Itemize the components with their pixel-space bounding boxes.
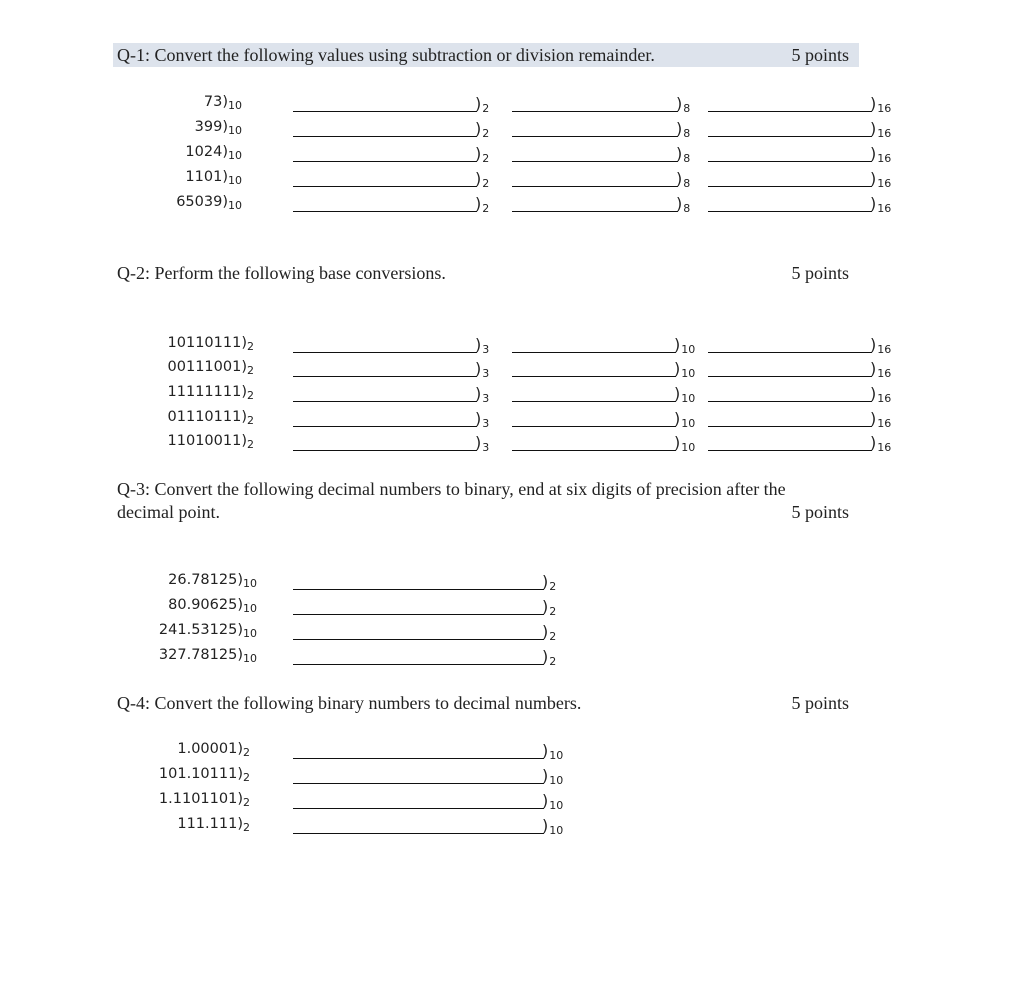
q3-row-4-answer-base2-base-label — [542, 647, 556, 666]
q2-row-5-answer-base16-base-label — [870, 433, 891, 452]
q2-row-2-answer-base16-paren: ) — [870, 359, 877, 378]
q2-row-1-answer-base10[interactable] — [512, 352, 676, 353]
q2-row-2-value-base: 2 — [247, 364, 254, 377]
q2-row-4-answer-base10-paren: ) — [674, 409, 681, 428]
q1-row-2-answer-base16-base-label — [870, 119, 891, 138]
q1-row-5-answer-base8-base-label — [676, 194, 690, 213]
q2-row-4-answer-base3-sub: 3 — [482, 417, 490, 430]
q2-row-4-value-paren: ) — [241, 409, 247, 425]
q1-row-4-answer-base2-base-label — [475, 169, 489, 188]
q1-row-3-value-paren: ) — [222, 144, 228, 160]
q1-row-5-answer-base8-paren: ) — [676, 194, 683, 213]
q2-row-5-answer-base3-paren: ) — [475, 433, 482, 452]
q1-row-5-answer-base2-base-label — [475, 194, 489, 213]
q1-row-5-answer-base8-sub: 8 — [683, 202, 691, 215]
q2-row-2-answer-base16-base-label — [870, 359, 891, 378]
q3-row-1-answer-base2-sub: 2 — [549, 580, 557, 593]
q4-row-3-value — [159, 791, 250, 807]
q2-row-5-answer-base3[interactable] — [293, 450, 477, 451]
q4-points: 5 points — [791, 693, 849, 713]
q4-row-3-answer-base10-base-label — [542, 791, 563, 810]
q2-row-2-answer-base10[interactable] — [512, 376, 676, 377]
q2-row-3-answer-base3-paren: ) — [475, 384, 482, 403]
q4-row-3-answer-base10[interactable] — [293, 808, 544, 809]
q4-row-2-answer-base10-paren: ) — [542, 766, 549, 785]
q2-row-3-answer-base16-paren: ) — [870, 384, 877, 403]
q3-row-2-answer-base2-base-label — [542, 597, 556, 616]
q2-row-5-answer-base16-paren: ) — [870, 433, 877, 452]
q1-row-3-answer-base2[interactable] — [293, 161, 477, 162]
q1-row-2-answer-base16-paren: ) — [870, 119, 877, 138]
q1-row-1-answer-base16-base-label — [870, 94, 891, 113]
q4-row-1-answer-base10-base-label — [542, 741, 563, 760]
q4-row-4-answer-base10-paren: ) — [542, 816, 549, 835]
q4-row-4-answer-base10-base-label — [542, 816, 563, 835]
q2-row-1-value-text: 10110111 — [167, 335, 242, 351]
q1-row-1-answer-base16-paren: ) — [870, 94, 877, 113]
q1-points: 5 points — [791, 45, 849, 65]
q3-row-3-answer-base2-sub: 2 — [549, 630, 557, 643]
q1-row-4-value-paren: ) — [222, 169, 228, 185]
q2-row-4-answer-base10[interactable] — [512, 426, 676, 427]
q2-row-5-answer-base16-sub: 16 — [877, 441, 892, 454]
q1-row-5-answer-base16-base-label — [870, 194, 891, 213]
q2-row-2-answer-base10-base-label — [674, 359, 695, 378]
q1-row-2-answer-base8-paren: ) — [676, 119, 683, 138]
q2-row-2-answer-base10-sub: 10 — [681, 367, 696, 380]
q1-row-3-answer-base2-paren: ) — [475, 144, 482, 163]
q1-row-5-answer-base2[interactable] — [293, 211, 477, 212]
q2-row-2-value-paren: ) — [241, 359, 247, 375]
q2-row-1-value-base: 2 — [247, 340, 254, 353]
q4-title: Q-4: Convert the following binary numbers to decimal numbers. — [117, 693, 582, 713]
q3-row-3-value-base: 10 — [243, 627, 257, 640]
q1-row-3-answer-base8[interactable] — [512, 161, 678, 162]
q1-row-3-value-text: 1024 — [185, 144, 223, 160]
q2-row-4-answer-base16[interactable] — [708, 426, 872, 427]
q2-row-1-answer-base3-base-label — [475, 335, 489, 354]
q1-row-2-answer-base8-base-label — [676, 119, 690, 138]
q1-row-3-answer-base8-base-label — [676, 144, 690, 163]
q1-row-5-answer-base16-paren: ) — [870, 194, 877, 213]
q1-row-1-answer-base8-paren: ) — [676, 94, 683, 113]
q3-row-3-answer-base2-base-label — [542, 622, 556, 641]
q2-row-3-answer-base10-sub: 10 — [681, 392, 696, 405]
q1-row-3-answer-base16-sub: 16 — [877, 152, 892, 165]
q1-row-3-value — [185, 144, 242, 160]
q1-row-4-answer-base16-paren: ) — [870, 169, 877, 188]
q2-row-3-answer-base10-paren: ) — [674, 384, 681, 403]
q2-row-5-answer-base16[interactable] — [708, 450, 872, 451]
q3-row-2-value-paren: ) — [237, 597, 243, 613]
q2-row-5-answer-base10-base-label — [674, 433, 695, 452]
q1-row-5-answer-base16[interactable] — [708, 211, 872, 212]
q3-row-4-answer-base2-paren: ) — [542, 647, 549, 666]
q1-row-3-answer-base8-paren: ) — [676, 144, 683, 163]
q1-row-4-answer-base2-sub: 2 — [482, 177, 490, 190]
q4-row-1-value-text: 1.00001 — [177, 741, 238, 757]
q3-row-1-value-paren: ) — [237, 572, 243, 588]
q1-row-4-value — [185, 169, 242, 185]
q3-row-2-value — [168, 597, 257, 613]
q1-row-4-value-text: 1101 — [185, 169, 223, 185]
q2-row-5-value-text: 11010011 — [167, 433, 242, 449]
q3-row-1-answer-base2-paren: ) — [542, 572, 549, 591]
q2-row-1-answer-base16-sub: 16 — [877, 343, 892, 356]
q1-row-2-answer-base2-paren: ) — [475, 119, 482, 138]
q4-row-4-answer-base10[interactable] — [293, 833, 544, 834]
q2-row-5-answer-base10-sub: 10 — [681, 441, 696, 454]
q1-row-1-answer-base8[interactable] — [512, 111, 678, 112]
q2-row-3-answer-base10-base-label — [674, 384, 695, 403]
q2-row-3-answer-base3[interactable] — [293, 401, 477, 402]
q3-row-4-value — [159, 647, 257, 663]
q2-row-1-value — [168, 335, 254, 351]
q1-row-4-value-base: 10 — [228, 174, 242, 187]
q4-row-4-value-base: 2 — [243, 821, 250, 834]
q2-row-2-value — [168, 359, 254, 375]
q3-title-line1: Q-3: Convert the following decimal numbers to binary, end at six digits of precision after the — [117, 479, 786, 499]
q1-row-3-answer-base16[interactable] — [708, 161, 872, 162]
q2-row-3-value-base: 2 — [247, 389, 254, 402]
q2-row-4-answer-base16-base-label — [870, 409, 891, 428]
q4-row-2-value-paren: ) — [237, 766, 243, 782]
q4-row-3-value-paren: ) — [237, 791, 243, 807]
q1-row-3-answer-base2-base-label — [475, 144, 489, 163]
q2-row-2-answer-base10-paren: ) — [674, 359, 681, 378]
q3-row-4-answer-base2-sub: 2 — [549, 655, 557, 668]
q2-row-4-value-base: 2 — [247, 414, 254, 427]
q1-row-4-answer-base16-sub: 16 — [877, 177, 892, 190]
q1-row-5-value — [176, 194, 242, 210]
q2-row-1-answer-base3-sub: 3 — [482, 343, 490, 356]
q2-row-2-answer-base3-paren: ) — [475, 359, 482, 378]
q4-row-2-value-text: 101.10111 — [158, 766, 238, 782]
q1-row-1-value-base: 10 — [228, 99, 242, 112]
q2-row-3-answer-base10[interactable] — [512, 401, 676, 402]
q2-row-1-answer-base10-base-label — [674, 335, 695, 354]
q2-row-2-answer-base16[interactable] — [708, 376, 872, 377]
q1-row-2-answer-base2-base-label — [475, 119, 489, 138]
q4-row-4-value — [177, 816, 250, 832]
q2-row-1-answer-base10-sub: 10 — [681, 343, 696, 356]
q2-row-4-answer-base3-paren: ) — [475, 409, 482, 428]
q1-row-2-answer-base16[interactable] — [708, 136, 872, 137]
q1-row-2-value-text: 399 — [194, 119, 223, 135]
q3-row-3-value-text: 241.53125 — [158, 622, 238, 638]
q1-row-4-answer-base2-paren: ) — [475, 169, 482, 188]
q1-row-2-value-paren: ) — [222, 119, 228, 135]
q1-row-2-answer-base2-sub: 2 — [482, 127, 490, 140]
q2-row-3-value-paren: ) — [241, 384, 247, 400]
q3-points: 5 points — [791, 502, 849, 522]
q4-row-2-answer-base10-base-label — [542, 766, 563, 785]
q2-row-3-answer-base16-sub: 16 — [877, 392, 892, 405]
q4-row-3-value-base: 2 — [243, 796, 250, 809]
q2-row-4-answer-base3[interactable] — [293, 426, 477, 427]
q3-row-3-value-paren: ) — [237, 622, 243, 638]
q1-row-4-answer-base8-paren: ) — [676, 169, 683, 188]
q2-row-3-answer-base3-base-label — [475, 384, 489, 403]
q2-row-3-answer-base16[interactable] — [708, 401, 872, 402]
q2-row-4-answer-base16-sub: 16 — [877, 417, 892, 430]
q2-row-4-answer-base3-base-label — [475, 409, 489, 428]
q2-row-4-answer-base10-sub: 10 — [681, 417, 696, 430]
q2-row-2-value-text: 00111001 — [167, 359, 242, 375]
q2-row-5-answer-base10-paren: ) — [674, 433, 681, 452]
q1-row-1-answer-base2-sub: 2 — [482, 102, 490, 115]
q2-row-1-answer-base10-paren: ) — [674, 335, 681, 354]
q3-row-1-value-text: 26.78125 — [168, 572, 238, 588]
q2-row-1-value-paren: ) — [241, 335, 247, 351]
q4-row-1-answer-base10-sub: 10 — [549, 749, 564, 762]
q4-row-3-answer-base10-sub: 10 — [549, 799, 564, 812]
q2-row-3-answer-base16-base-label — [870, 384, 891, 403]
q2-row-5-answer-base10[interactable] — [512, 450, 676, 451]
q3-row-1-value — [168, 572, 257, 588]
q1-row-4-answer-base8[interactable] — [512, 186, 678, 187]
q1-row-1-answer-base8-base-label — [676, 94, 690, 113]
q3-row-4-value-base: 10 — [243, 652, 257, 665]
q1-row-3-answer-base8-sub: 8 — [683, 152, 691, 165]
q1-row-4-answer-base16-base-label — [870, 169, 891, 188]
q3-row-2-value-text: 80.90625 — [168, 597, 238, 613]
q1-row-2-answer-base2[interactable] — [293, 136, 477, 137]
q2-row-5-value — [168, 433, 254, 449]
q1-row-2-answer-base8[interactable] — [512, 136, 678, 137]
q3-title-line2: decimal point. — [117, 502, 220, 522]
q1-row-1-answer-base16[interactable] — [708, 111, 872, 112]
q3-row-1-value-base: 10 — [243, 577, 257, 590]
q1-row-1-answer-base8-sub: 8 — [683, 102, 691, 115]
q1-row-1-answer-base2[interactable] — [293, 111, 477, 112]
q2-row-4-value-text: 01110111 — [167, 409, 242, 425]
q3-row-4-answer-base2[interactable] — [293, 664, 544, 665]
q4-row-3-value-text: 1.1101101 — [158, 791, 238, 807]
q2-row-5-answer-base3-sub: 3 — [482, 441, 490, 454]
q3-row-4-value-text: 327.78125 — [158, 647, 238, 663]
q3-row-3-value — [159, 622, 257, 638]
q3-row-4-value-paren: ) — [237, 647, 243, 663]
q1-row-5-value-base: 10 — [228, 199, 242, 212]
q4-row-2-answer-base10[interactable] — [293, 783, 544, 784]
q4-row-4-answer-base10-sub: 10 — [549, 824, 564, 837]
q2-row-1-answer-base16-base-label — [870, 335, 891, 354]
q1-row-4-answer-base16[interactable] — [708, 186, 872, 187]
q1-row-5-value-text: 65039 — [176, 194, 223, 210]
q2-row-3-value — [168, 384, 254, 400]
q1-row-4-answer-base8-sub: 8 — [683, 177, 691, 190]
q4-row-3-answer-base10-paren: ) — [542, 791, 549, 810]
q1-row-1-answer-base2-paren: ) — [475, 94, 482, 113]
q2-row-1-answer-base16-paren: ) — [870, 335, 877, 354]
q4-row-2-value — [159, 766, 250, 782]
q1-row-2-answer-base8-sub: 8 — [683, 127, 691, 140]
q1-title: Q-1: Convert the following values using subtraction or division remainder. — [117, 45, 655, 65]
q4-row-4-value-paren: ) — [237, 816, 243, 832]
q4-row-1-answer-base10-paren: ) — [542, 741, 549, 760]
q2-row-3-answer-base3-sub: 3 — [482, 392, 490, 405]
q3-row-3-answer-base2[interactable] — [293, 639, 544, 640]
q1-row-5-answer-base8[interactable] — [512, 211, 678, 212]
q3-row-2-answer-base2-paren: ) — [542, 597, 549, 616]
q4-row-1-value — [177, 741, 250, 757]
q2-row-1-answer-base3[interactable] — [293, 352, 477, 353]
q1-row-3-value-base: 10 — [228, 149, 242, 162]
q4-row-2-answer-base10-sub: 10 — [549, 774, 564, 787]
q2-row-5-value-base: 2 — [247, 438, 254, 451]
q3-row-2-answer-base2-sub: 2 — [549, 605, 557, 618]
q1-row-5-answer-base16-sub: 16 — [877, 202, 892, 215]
q1-row-5-answer-base2-paren: ) — [475, 194, 482, 213]
q2-row-2-answer-base3-base-label — [475, 359, 489, 378]
q3-row-1-answer-base2[interactable] — [293, 589, 544, 590]
q2-row-1-answer-base3-paren: ) — [475, 335, 482, 354]
q2-row-4-value — [168, 409, 254, 425]
q2-row-4-answer-base10-base-label — [674, 409, 695, 428]
q2-row-2-answer-base3[interactable] — [293, 376, 477, 377]
q4-row-1-value-paren: ) — [237, 741, 243, 757]
q1-row-4-answer-base2[interactable] — [293, 186, 477, 187]
q1-row-1-value — [204, 94, 242, 110]
q1-row-4-answer-base8-base-label — [676, 169, 690, 188]
q1-row-3-answer-base16-base-label — [870, 144, 891, 163]
q2-row-2-answer-base16-sub: 16 — [877, 367, 892, 380]
q2-row-5-answer-base3-base-label — [475, 433, 489, 452]
q1-row-2-answer-base16-sub: 16 — [877, 127, 892, 140]
q3-row-2-value-base: 10 — [243, 602, 257, 615]
q2-row-2-answer-base3-sub: 3 — [482, 367, 490, 380]
q1-row-3-answer-base16-paren: ) — [870, 144, 877, 163]
q3-row-3-answer-base2-paren: ) — [542, 622, 549, 641]
q4-row-1-value-base: 2 — [243, 746, 250, 759]
q2-row-3-value-text: 11111111 — [167, 384, 242, 400]
q2-row-4-answer-base16-paren: ) — [870, 409, 877, 428]
q1-row-1-value-text: 73 — [203, 94, 223, 110]
q1-row-3-answer-base2-sub: 2 — [482, 152, 490, 165]
q2-points: 5 points — [791, 263, 849, 283]
q4-row-4-value-text: 111.111 — [177, 816, 238, 832]
q3-row-1-answer-base2-base-label — [542, 572, 556, 591]
q4-row-1-answer-base10[interactable] — [293, 758, 544, 759]
q1-row-5-answer-base2-sub: 2 — [482, 202, 490, 215]
q1-row-2-value-base: 10 — [228, 124, 242, 137]
q2-row-5-value-paren: ) — [241, 433, 247, 449]
q1-row-5-value-paren: ) — [222, 194, 228, 210]
q1-row-1-answer-base2-base-label — [475, 94, 489, 113]
q2-row-1-answer-base16[interactable] — [708, 352, 872, 353]
q1-row-1-value-paren: ) — [222, 94, 228, 110]
q3-row-2-answer-base2[interactable] — [293, 614, 544, 615]
q4-row-2-value-base: 2 — [243, 771, 250, 784]
q2-title: Q-2: Perform the following base conversions. — [117, 263, 446, 283]
q1-row-1-answer-base16-sub: 16 — [877, 102, 892, 115]
q1-row-2-value — [195, 119, 242, 135]
